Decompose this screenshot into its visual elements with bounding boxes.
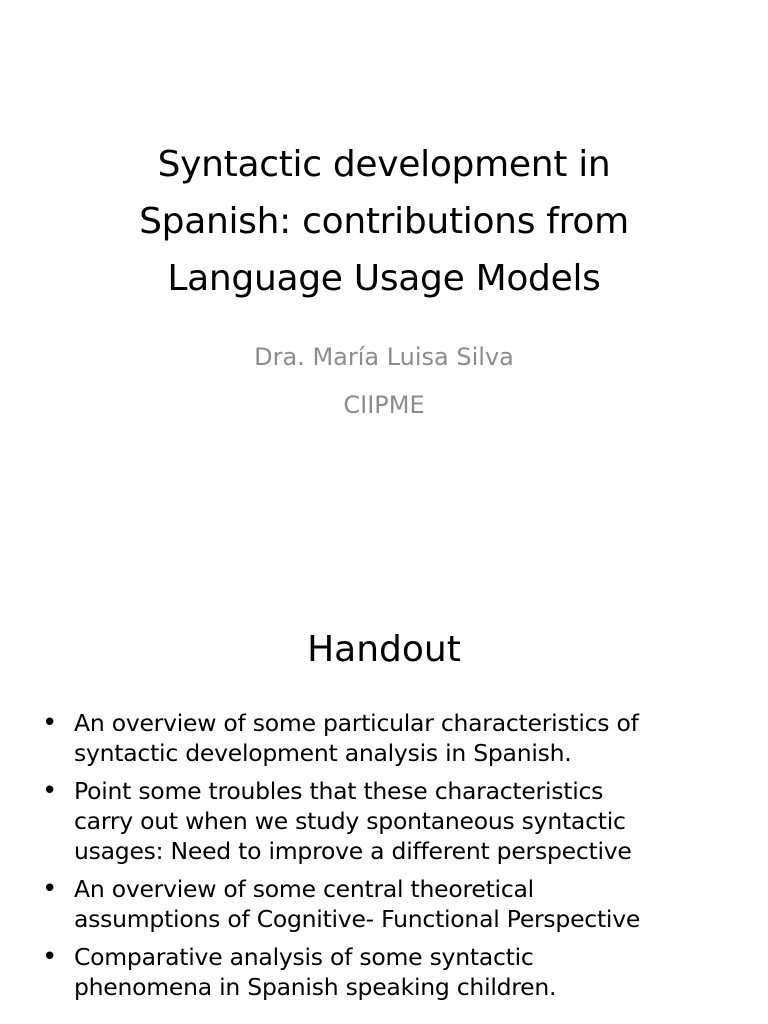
bullet-icon: • xyxy=(42,942,58,972)
handout-title: Handout xyxy=(307,629,461,670)
bullet-item xyxy=(40,874,750,934)
bullet-text-line: assumptions of Cognitive- Functional Perspective xyxy=(74,905,641,933)
bullet-text-line: Point some troubles that these characteristics xyxy=(74,777,604,805)
bullet-icon: • xyxy=(42,708,58,738)
bullet-text-line: carry out when we study spontaneous syntactic xyxy=(74,807,626,835)
bullet-list xyxy=(40,708,750,1010)
bullet-text-line: usages: Need to improve a different perspective xyxy=(74,837,632,865)
bullet-item xyxy=(40,708,750,768)
bullet-item xyxy=(40,942,750,1002)
bullet-text-line: phenomena in Spanish speaking children. xyxy=(74,973,557,1001)
bullet-text-line: Comparative analysis of some syntactic xyxy=(74,943,534,971)
title-line: Spanish: contributions from xyxy=(139,201,629,242)
title-line: Language Usage Models xyxy=(167,258,601,299)
bullet-item xyxy=(40,776,750,866)
bullet-icon: • xyxy=(42,874,58,904)
bullet-text-line: An overview of some particular characteristics of xyxy=(74,709,639,737)
bullet-icon: • xyxy=(42,776,58,806)
title-line: Syntactic development in xyxy=(157,144,611,185)
bullet-text-line: syntactic development analysis in Spanish. xyxy=(74,739,572,767)
institution-name: CIIPME xyxy=(343,391,425,419)
author-name: Dra. María Luisa Silva xyxy=(254,343,514,371)
presentation-title xyxy=(60,136,708,307)
handout-slide xyxy=(0,580,768,1024)
bullet-text-line: An overview of some central theoretical xyxy=(74,875,534,903)
subtitle xyxy=(60,333,708,429)
